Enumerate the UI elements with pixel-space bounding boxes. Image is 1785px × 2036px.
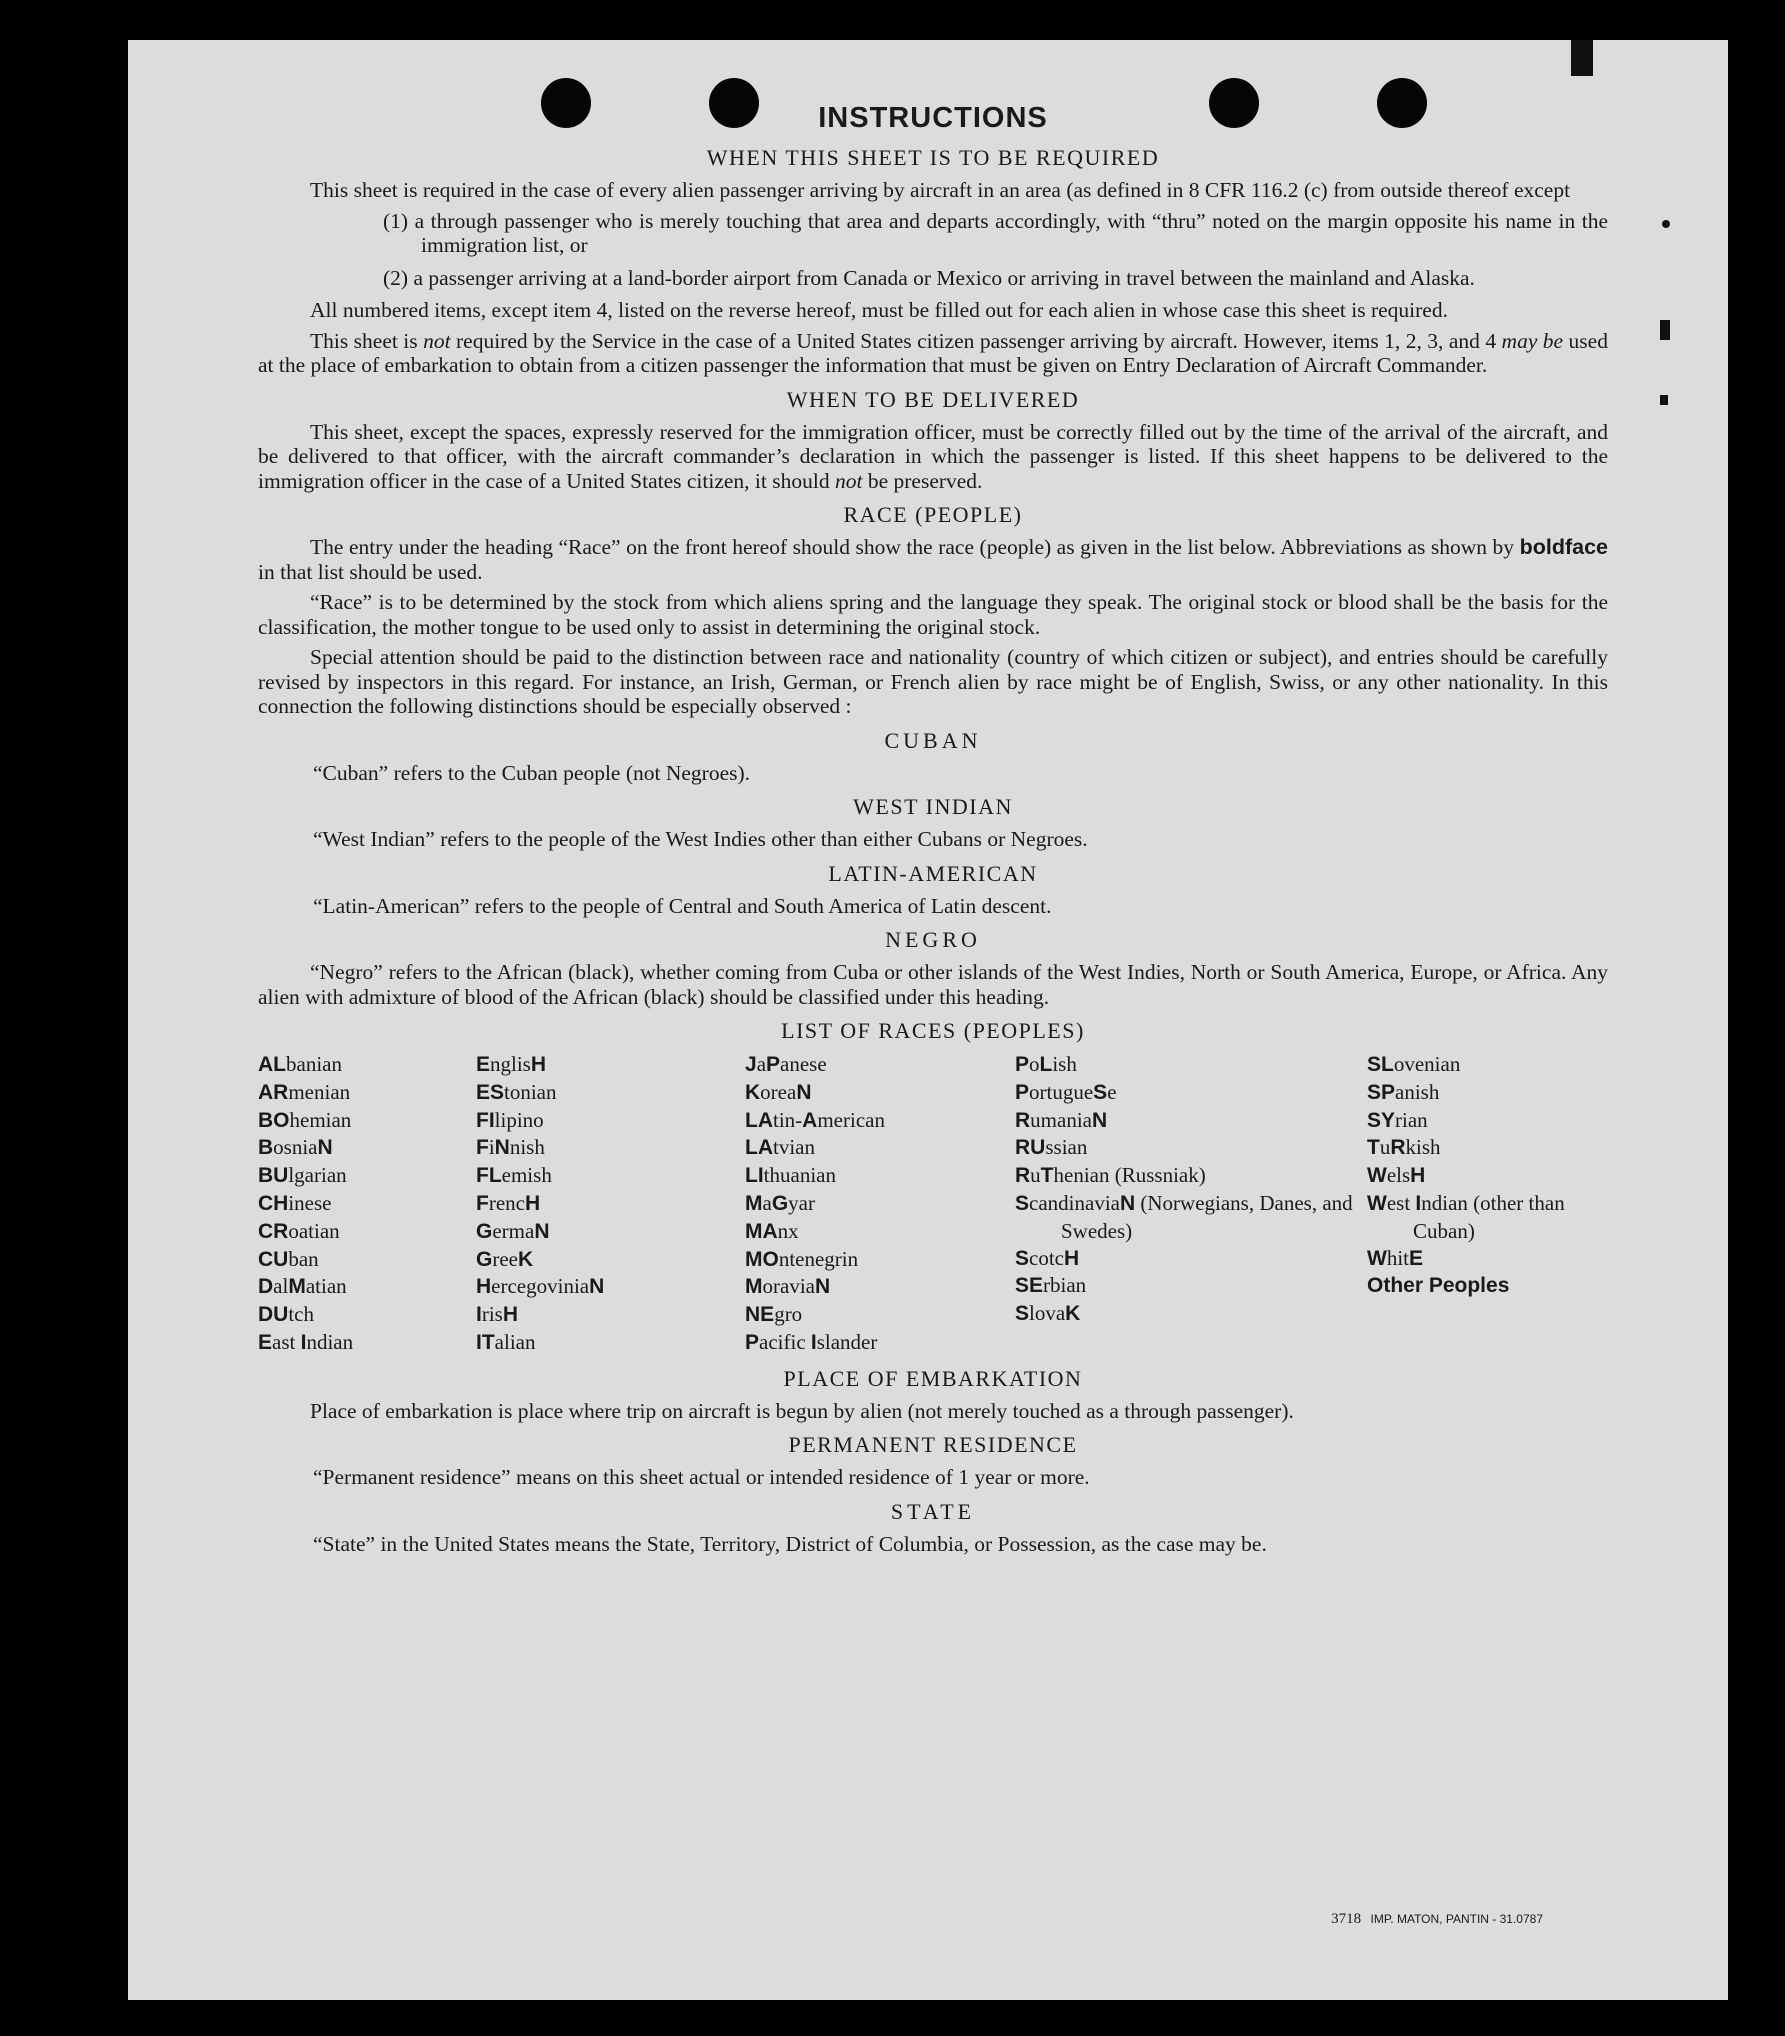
- printer-imprint: IMP. MATON, PANTIN - 31.0787: [1370, 1912, 1543, 1926]
- instructions-content: [258, 102, 1608, 1562]
- required-intro: This sheet is required in the case of every alien passenger arriving by aircraft in an area (as defined in 8 CFR 116.2 (c) from outside thereof except: [310, 178, 1571, 202]
- latin-american-text: “Latin-American” refers to the people of Central and South America of Latin descent.: [313, 893, 1052, 918]
- print-footer: [1331, 1911, 1543, 1928]
- race-entry: ITalian: [476, 1329, 536, 1354]
- section-heading-required: WHEN THIS SHEET IS TO BE REQUIRED: [706, 145, 1160, 170]
- section-heading-race: RACE (PEOPLE): [843, 502, 1023, 527]
- race-entry: CUban: [258, 1246, 319, 1271]
- section-heading-state: STATE: [890, 1498, 976, 1524]
- section-heading-delivered: WHEN TO BE DELIVERED: [786, 386, 1080, 412]
- race-entry: KoreaN: [745, 1079, 812, 1104]
- race-entry: LIthuanian: [745, 1163, 836, 1188]
- exception-item-2: (2) a passenger arriving at a land-border airport from Canada or Mexico or arriving in travel between the mainland and Alaska.: [383, 265, 1475, 290]
- race-entry: ARmenian: [258, 1079, 351, 1104]
- section-heading-embarkation: PLACE OF EMBARKATION: [783, 1365, 1083, 1391]
- race-entry: PortugueSe: [1015, 1079, 1117, 1104]
- race-entry: West Indian (other than Cuban): [1367, 1190, 1565, 1243]
- race-paragraph-3: Special attention should be paid to the distinction between race and nationality (country of which citizen or subject), and entries should be carefully revised by inspectors in this regard. For instance, an Irish, German, or French alien by race might be of English, Swiss, or any other nationality. In this connection the following distinctions should be especially observed :: [258, 645, 1608, 718]
- scan-speck: [1660, 320, 1670, 340]
- race-entry: Other Peoples: [1367, 1274, 1510, 1298]
- race-paragraph-2: “Race” is to be determined by the stock from which aliens spring and the language they speak. The original stock or blood shall be the basis for the classification, the mother tongue to be used only to assist in determining the original stock.: [258, 590, 1608, 639]
- race-entry: MOntenegrin: [745, 1246, 859, 1271]
- race-entry: SErbian: [1015, 1273, 1087, 1298]
- race-entry: NEgro: [745, 1302, 803, 1327]
- race-entry: MoraviaN: [745, 1274, 831, 1299]
- race-entry: FiNnish: [476, 1135, 545, 1160]
- race-entry: DUtch: [258, 1302, 314, 1327]
- race-entry: BosniaN: [258, 1135, 333, 1160]
- race-entry: RumaniaN: [1015, 1107, 1108, 1132]
- race-entry: DalMatian: [258, 1274, 347, 1299]
- race-entry: WelsH: [1367, 1163, 1426, 1188]
- embarkation-text: Place of embarkation is place where trip on aircraft is begun by alien (not merely touched as a through passenger).: [310, 1398, 1294, 1423]
- race-entry: PoLish: [1015, 1052, 1077, 1076]
- race-entry: ALbanian: [258, 1052, 342, 1076]
- race-entry: TuRkish: [1367, 1135, 1441, 1160]
- delivered-paragraph: This sheet, except the spaces, expressly reserved for the immigration officer, must be correctly filled out by the time of the arrival of the aircraft, and be delivered to that officer, with the aircraft commander’s declaration in which the passenger is listed. If this sheet happens to be delivered to the immigration officer in the case of a United States citizen, it should not be preserved.: [258, 419, 1608, 493]
- race-entry: EStonian: [476, 1079, 557, 1104]
- race-entry: IrisH: [476, 1302, 519, 1327]
- page-title: INSTRUCTIONS: [818, 102, 1048, 134]
- race-entry: GreeK: [476, 1246, 534, 1271]
- race-entry: LAtvian: [745, 1135, 815, 1160]
- race-entry: GermaN: [476, 1218, 550, 1243]
- section-heading-list-of-races: LIST OF RACES (PEOPLES): [781, 1018, 1085, 1043]
- scan-speck: [1662, 220, 1670, 228]
- race-entry: BOhemian: [258, 1107, 352, 1132]
- residence-text: “Permanent residence” means on this sheet actual or intended residence of 1 year or more.: [313, 1465, 1090, 1490]
- race-entry: MAnx: [745, 1218, 799, 1243]
- race-entry: LAtin-American: [745, 1107, 885, 1132]
- races-list: [258, 1051, 1608, 1357]
- race-entry: FIlipino: [476, 1107, 544, 1132]
- races-column: [1367, 1051, 1608, 1357]
- section-heading-west-indian: WEST INDIAN: [853, 794, 1013, 819]
- races-column: [258, 1051, 476, 1357]
- race-entry: FLemish: [476, 1163, 552, 1188]
- race-entry: ScotcH: [1015, 1245, 1080, 1270]
- exception-item-1: (1) a through passenger who is merely touching that area and departs accordingly, with “thru” noted on the margin opposite his name in the immigration list, or: [383, 208, 1608, 257]
- required-paragraph-3: This sheet is not required by the Service in the case of a United States citizen passenger arriving by aircraft. However, items 1, 2, 3, and 4 may be used at the place of embarkation to obtain from a citizen passenger the information that must be given on Entry Declaration of Aircraft Commander.: [258, 328, 1608, 377]
- race-entry: WhitE: [1367, 1245, 1424, 1270]
- race-entry: RUssian: [1015, 1135, 1088, 1160]
- race-entry: BUlgarian: [258, 1163, 347, 1188]
- race-entry: RuThenian (Russniak): [1015, 1163, 1206, 1188]
- race-entry: EnglisH: [476, 1052, 547, 1076]
- race-entry: CHinese: [258, 1190, 332, 1215]
- cuban-text: “Cuban” refers to the Cuban people (not Negroes).: [313, 760, 751, 785]
- race-entry: SPanish: [1367, 1079, 1440, 1104]
- race-paragraph-1: The entry under the heading “Race” on the front hereof should show the race (people) as given in the list below. Abbreviations as shown by boldface in that list should be used.: [258, 535, 1608, 584]
- scan-speck: [1571, 40, 1593, 76]
- state-text: “State” in the United States means the State, Territory, District of Columbia, or Possession, as the case may be.: [313, 1531, 1267, 1556]
- west-indian-text: “West Indian” refers to the people of the West Indies other than either Cubans or Negroes.: [313, 827, 1088, 851]
- section-heading-latin-american: LATIN-AMERICAN: [828, 860, 1038, 886]
- document-sheet: [128, 40, 1728, 2000]
- races-column: [476, 1051, 745, 1357]
- section-heading-residence: PERMANENT RESIDENCE: [788, 1432, 1078, 1458]
- race-entry: FrencH: [476, 1190, 541, 1215]
- races-column: [745, 1051, 1015, 1357]
- races-column: [1015, 1051, 1367, 1357]
- scan-speck: [1660, 395, 1668, 405]
- race-entry: East Indian: [258, 1329, 354, 1354]
- negro-text: “Negro” refers to the African (black), whether coming from Cuba or other islands of the West Indies, North or South America, Europe, or Africa. Any alien with admixture of blood of the African (black) should be classified under this heading.: [258, 960, 1608, 1009]
- race-entry: SLovenian: [1367, 1052, 1461, 1076]
- form-number: 3718: [1331, 1911, 1362, 1927]
- race-entry: ScandinaviaN (Norwegians, Danes, and Swedes): [1015, 1190, 1353, 1243]
- race-entry: Pacific Islander: [745, 1329, 878, 1354]
- race-entry: JaPanese: [745, 1052, 827, 1076]
- race-entry: MaGyar: [745, 1190, 815, 1215]
- section-heading-cuban: CUBAN: [884, 727, 982, 753]
- section-heading-negro: NEGRO: [885, 927, 981, 952]
- race-entry: CRoatian: [258, 1218, 340, 1243]
- race-entry: HercegoviniaN: [476, 1274, 605, 1299]
- required-paragraph-2: All numbered items, except item 4, listed on the reverse hereof, must be filled out for each alien in whose case this sheet is required.: [310, 298, 1448, 322]
- race-entry: SlovaK: [1015, 1301, 1081, 1326]
- race-entry: SYrian: [1367, 1107, 1428, 1132]
